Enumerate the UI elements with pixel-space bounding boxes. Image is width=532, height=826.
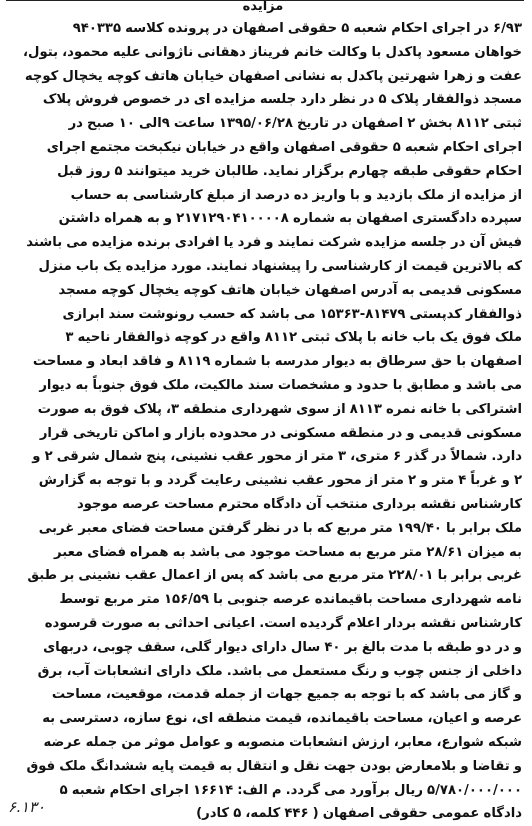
text-line: اشتراکی با خانه نمره ۸۱۱۳ از سوی شهرداری منطقه ۳، پلاک فوق به صورت: [37, 401, 522, 417]
text-line: مسکونی قدیمی به آدرس اصفهان خیابان هاتف کوچه یخچال کوچه مسجد: [58, 282, 522, 298]
text-line: خواهان مسعود پاکدل با وکالت خانم فریناز دهقانی ناژوانی علیه محمود، بتول،: [23, 44, 522, 60]
text-line: کارشناس نقشه بردار اعلام گردیده است. اعیانی احداثی به صورت قرسوده: [44, 615, 522, 631]
top-rule: [6, 0, 524, 1]
text-line: ۲ و غرباً ۴ متر و ۲ متر از محور عقب نشینی رعایت گردد و با توجه به گزارش: [38, 473, 522, 489]
text-line: عرصه و اعیان، مساحت باقیمانده، قیمت منطقه ای، نوع سازه، دسترسی به: [42, 711, 522, 727]
text-line: ذوالفقار کدپستی ۸۱۴۷۹-۱۵۳۶۳ می باشد که حسب رونوشت سند ابرازی: [62, 306, 522, 322]
text-line: مسجد ذوالفقار پلاک ۵ در نظر دارد جلسه مزایده ای در خصوص فروش پلاک: [42, 92, 522, 108]
text-line: دارد. شمالاً در گذر ۶ متری، ۳ متر از محور عقب نشینی، پنج شمال شرقی ۲ و: [32, 449, 522, 465]
text-line: غربی برابر با ۲۲۸/۰۱ متر مربع می باشد که پس از اعمال عقب نشینی بر طبق: [27, 568, 522, 584]
text-line: اصفهان با حق سرطاق به دیوار مدرسه با شماره ۸۱۱۹ و فاقد ابعاد و مساحت: [32, 354, 522, 370]
text-line: اجرای احکام شعبه ۵ حقوقی اصفهان واقع در خیابان نیکبخت مجتمع اجرای: [46, 139, 522, 155]
text-line: نامه شهرداری مساحت باقیمانده عرصه جنوبی با ۱۵۶/۵۹ متر مربع توسط: [59, 592, 522, 608]
document-body: [4, 17, 522, 826]
text-line: و گاز می باشد که با توجه به جمیع جهات از جمله قدمت، موقعیت، مساحت: [51, 687, 522, 703]
text-line: احکام حقوقی طبقه چهارم برگزار نماید. طالبان خرید میتوانند ۵ روز قبل: [57, 163, 522, 179]
text-line: ثبتی ۸۱۱۲ بخش ۲ اصفهان در تاریخ ۱۳۹۵/۰۶/۲۸ ساعت ۹الی ۱۰ صبح در: [68, 116, 522, 132]
text-line: دادگاه عمومی حقوقی اصفهان ( ۴۴۶ کلمه، ۵ کادر): [196, 806, 522, 822]
text-line: فیش آن در جلسه مزایده شرکت نمایند و فرد یا افرادی برنده مزایده می باشند: [26, 235, 522, 251]
text-line: و تقاضا و بلامعارض بودن جهت نقل و انتقال به قیمت پایه ششدانگ ملک فوق: [26, 758, 522, 774]
text-line: ملک برابر با ۱۹۹/۴۰ متر مربع که با در نظر گرفتن مساحت فضای معبر غربی: [38, 520, 522, 536]
document-title: مزایده: [242, 0, 284, 14]
text-line: ملک فوق یک باب خانه با پلاک ثبتی ۸۱۱۲ واقع در کوچه ذوالفقار ناحیه ۳: [65, 330, 522, 346]
text-line: ۶/۹۳ در اجرای احکام شعبه ۵ حقوقی اصفهان در پرونده کلاسه ۹۴۰۳۳۵: [72, 21, 522, 36]
text-line: می باشد و مطابق با حدود و مشخصات سند مالکیت، ملک فوق جنوباً به دیوار: [39, 377, 522, 393]
handwritten-signature: ۶.۱۳۰: [8, 798, 45, 816]
text-line: مسکونی قدیمی و در منطقه مسکونی در محدوده بازار و اماکن تاریخی قرار: [39, 425, 522, 441]
text-line: که بالاترین قیمت از کارشناسی را پیشنهاد نمایند. مورد مزایده یک باب منزل: [38, 258, 522, 274]
text-line: از مزایده از ملک بازدید و با واریز ده درصد از مبلغ کارشناسی به حساب: [70, 187, 522, 203]
text-line: کارشناس نقشه برداری منتخب آن دادگاه محترم مساحت عرصه موجود: [77, 496, 522, 512]
text-line: شبکه شوارع، معابر، ارزش انشعابات منصوبه و عوامل موثر من جمله عرضه: [43, 734, 522, 750]
text-line: عفت و زهرا شهرتین پاکدل به نشانی اصفهان خیابان هاتف کوچه یخچال کوچه: [24, 68, 522, 84]
text-line: و در دو طبقه با مدت بالغ بر ۴۰ سال دارای دیوار گلی، سقف چوبی، دربهای: [43, 639, 522, 655]
text-line: داخلی از جنس چوب و رنگ مستعمل می باشد. ملک دارای انشعابات آب، برق: [37, 663, 522, 679]
text-line: به میزان ۲۸/۶۱ متر مربع به مساحت موجود می باشد به همراه فضای معبر: [54, 544, 522, 560]
text-line: ۵/۷۸۰/۰۰۰/۰۰۰ ریال برآورد می گردد. م الف: ۱۶۶۱۴ اجرای احکام شعبه ۵: [59, 782, 522, 798]
text-line: سپرده دادگستری اصفهان به شماره ۲۱۷۱۲۹۰۴۱۰۰۰۰۸ و به همراه داشتن: [58, 211, 522, 227]
